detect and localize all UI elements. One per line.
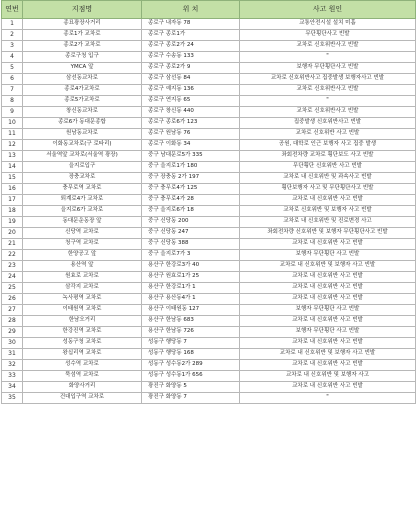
cell-location: 중구 남대문로5가 335 (142, 151, 240, 162)
cell-cause: 교차로 내 신호위반 사고 빈발 (240, 360, 416, 371)
cell-location: 용산구 한남동 726 (142, 327, 240, 338)
cell-number: 24 (2, 272, 23, 283)
table-row (2, 283, 416, 294)
cell-location: 성동구 성수동1가 656 (142, 371, 240, 382)
cell-number: 22 (2, 250, 23, 261)
table-row (2, 305, 416, 316)
cell-location: 용산구 이태원동 127 (142, 305, 240, 316)
cell-place: 이화동교차로(구 로타리) (23, 140, 142, 151)
cell-cause: 교차로 신호위반 사고 빈발 (240, 129, 416, 140)
cell-number: 1 (2, 19, 23, 30)
cell-number: 5 (2, 63, 23, 74)
table-row (2, 195, 416, 206)
cell-location: 종로구 예지동 136 (142, 85, 240, 96)
table-row (2, 206, 416, 217)
table-row (2, 19, 416, 30)
cell-number: 20 (2, 228, 23, 239)
table-row (2, 162, 416, 173)
table-row (2, 382, 416, 393)
cell-number: 27 (2, 305, 23, 316)
cell-location: 종로구 종로6가 123 (142, 118, 240, 129)
header-location: 위 치 (142, 1, 240, 19)
cell-cause: 보행자 무단횡단 사고 빈발 (240, 305, 416, 316)
cell-place: 성동구청 교차로 (23, 338, 142, 349)
cell-place: 을지로6가 교차로 (23, 206, 142, 217)
cell-number: 2 (2, 30, 23, 41)
cell-location: 종로구 연지동 65 (142, 96, 240, 107)
cell-number: 31 (2, 349, 23, 360)
cell-number: 29 (2, 327, 23, 338)
table-row (2, 107, 416, 118)
cell-location: 용산구 한강로3가 40 (142, 261, 240, 272)
cell-location: 중구 신당동 388 (142, 239, 240, 250)
cell-location: 성동구 행당동 168 (142, 349, 240, 360)
cell-number: 33 (2, 371, 23, 382)
table-row (2, 217, 416, 228)
table-row (2, 250, 416, 261)
table-row (2, 151, 416, 162)
cell-number: 26 (2, 294, 23, 305)
cell-cause: 보행자 무단횡단 사고 빈발 (240, 327, 416, 338)
header-cause: 사고 원인 (240, 1, 416, 19)
cell-place: 한강진역 교차로 (23, 327, 142, 338)
cell-number: 23 (2, 261, 23, 272)
cell-place: 종로1가 교차로 (23, 30, 142, 41)
table-body (2, 19, 416, 404)
table-row (2, 338, 416, 349)
cell-location: 용산구 한남동 683 (142, 316, 240, 327)
cell-place: 종묘광장사거리 (23, 19, 142, 30)
table-row (2, 327, 416, 338)
cell-cause: 교차로 내 신호위반 사고 빈발 (240, 294, 416, 305)
table-row (2, 239, 416, 250)
cell-cause: " (240, 393, 416, 404)
cell-location: 용산구 원효로1가 25 (142, 272, 240, 283)
cell-location: 성동구 행당동 7 (142, 338, 240, 349)
cell-place: 삼각지 교차로 (23, 283, 142, 294)
cell-location: 중구 충무로4가 28 (142, 195, 240, 206)
table-row (2, 228, 416, 239)
table-row (2, 74, 416, 85)
cell-location: 종로구 종로2가 9 (142, 63, 240, 74)
cell-number: 34 (2, 382, 23, 393)
cell-cause: 교차로 내 신호위반 및 과속사고 빈발 (240, 173, 416, 184)
cell-location: 종로구 내자동 78 (142, 19, 240, 30)
cell-cause: 무단횡단 신호위반 사고 빈발 (240, 162, 416, 173)
cell-cause: 교차로 내 신호위반 사고 빈발 (240, 272, 416, 283)
cell-location: 종로구 종로2가 24 (142, 41, 240, 52)
cell-cause: 교차로 내 신호위반 및 진로변경 사고 (240, 217, 416, 228)
cell-cause: 교차로 신호위반사고 빈발 (240, 85, 416, 96)
cell-cause: 좌회전차량 신호위반 및 보행자 무단횡단사고 빈발 (240, 228, 416, 239)
cell-place: 퇴계로4가 교차로 (23, 195, 142, 206)
cell-location: 광진구 화양동 5 (142, 382, 240, 393)
cell-number: 12 (2, 140, 23, 151)
cell-cause: 교차로 내 신호위반 및 보행자 사고 빈발 (240, 261, 416, 272)
cell-location: 중구 을지로6가 18 (142, 206, 240, 217)
cell-place: 종로4가교차로 (23, 85, 142, 96)
cell-place: 원효로 교차로 (23, 272, 142, 283)
cell-place: 을지로입구 (23, 162, 142, 173)
cell-number: 14 (2, 162, 23, 173)
table-row (2, 173, 416, 184)
cell-number: 28 (2, 316, 23, 327)
table-row (2, 85, 416, 96)
cell-place: 신당역 교차로 (23, 228, 142, 239)
cell-location: 종로구 원남동 76 (142, 129, 240, 140)
cell-place: 종로2가 교차로 (23, 41, 142, 52)
table-row (2, 349, 416, 360)
header-place: 지점명 (23, 1, 142, 19)
cell-place: 서울역앞 교차로(서울역 광장) (23, 151, 142, 162)
cell-location: 용산구 용산동4가 1 (142, 294, 240, 305)
cell-number: 21 (2, 239, 23, 250)
cell-place: 녹사평역 교차로 (23, 294, 142, 305)
cell-place: 동대문운동장 앞 (23, 217, 142, 228)
cell-number: 11 (2, 129, 23, 140)
table-row (2, 261, 416, 272)
cell-location: 종로구 이화동 34 (142, 140, 240, 151)
cell-location: 성동구 성수동2가 289 (142, 360, 240, 371)
table-header-row (2, 1, 416, 19)
cell-cause: 보행자 무단횡단사고 빈발 (240, 63, 416, 74)
cell-number: 15 (2, 173, 23, 184)
table-row (2, 96, 416, 107)
table-row (2, 63, 416, 74)
cell-location: 종로구 수송동 133 (142, 52, 240, 63)
cell-place: 한양공고 앞 (23, 250, 142, 261)
cell-cause: 교차로 내 신호위반 사고 빈발 (240, 338, 416, 349)
cell-place: 삼선동교차로 (23, 74, 142, 85)
cell-location: 중구 을지로1가 180 (142, 162, 240, 173)
cell-cause: 횡단보행자 사고 및 무단횡단사고 빈발 (240, 184, 416, 195)
cell-cause: 교차로 내 신호위반 사고 빈발 (240, 195, 416, 206)
cell-cause: " (240, 96, 416, 107)
cell-location: 광진구 화양동 7 (142, 393, 240, 404)
cell-number: 4 (2, 52, 23, 63)
cell-cause: 교차로 내 신호위반 및 보행자 사고 빈발 (240, 349, 416, 360)
cell-cause: 교차로 신호위반사고 빈발 (240, 107, 416, 118)
cell-number: 16 (2, 184, 23, 195)
cell-cause: 좌회전차량 교차로 횡단보도 사고 빈발 (240, 151, 416, 162)
cell-cause: 교차로 신호위반사고 빈발 (240, 41, 416, 52)
cell-cause: 교차로 내 신호위반 사고 빈발 (240, 316, 416, 327)
cell-cause: 집중발생 신호위반사고 빈발 (240, 118, 416, 129)
cell-number: 7 (2, 85, 23, 96)
cell-location: 중구 신당동 200 (142, 217, 240, 228)
cell-cause: 교차로 내 신호위반 사고 빈발 (240, 283, 416, 294)
header-number: 연번 (2, 1, 23, 19)
cell-cause: 교차로 내 신호위반 사고 빈발 (240, 382, 416, 393)
cell-location: 종로구 삼선동 84 (142, 74, 240, 85)
cell-place: 성수역 교차로 (23, 360, 142, 371)
table-row (2, 294, 416, 305)
cell-cause: 무단횡단사고 빈발 (240, 30, 416, 41)
cell-place: 종로5가교차로 (23, 96, 142, 107)
cell-place: 용산역 앞 (23, 261, 142, 272)
table-row (2, 371, 416, 382)
cell-place: 종로구청 입구 (23, 52, 142, 63)
cell-location: 중구 을지로7가 3 (142, 250, 240, 261)
cell-place: 종로6가 동대문종합 (23, 118, 142, 129)
cell-number: 25 (2, 283, 23, 294)
cell-number: 9 (2, 107, 23, 118)
cell-number: 13 (2, 151, 23, 162)
cell-place: 청구역 교차로 (23, 239, 142, 250)
cell-cause: 교차로 내 신호위반 사고 빈발 (240, 239, 416, 250)
cell-cause: 보행자 무단횡단 사고 빈발 (240, 250, 416, 261)
cell-place: 뚝섬역 교차로 (23, 371, 142, 382)
cell-number: 3 (2, 41, 23, 52)
table-row (2, 52, 416, 63)
cell-place: 장충교차로 (23, 173, 142, 184)
cell-place: 건대입구역 교차로 (23, 393, 142, 404)
cell-place: 화양사거리 (23, 382, 142, 393)
cell-number: 32 (2, 360, 23, 371)
cell-place: 충무로역 교차로 (23, 184, 142, 195)
cell-number: 10 (2, 118, 23, 129)
cell-number: 19 (2, 217, 23, 228)
table-row (2, 118, 416, 129)
cell-place: 원남동교차로 (23, 129, 142, 140)
table-row (2, 30, 416, 41)
cell-location: 용산구 한강로1가 1 (142, 283, 240, 294)
cell-cause: " (240, 52, 416, 63)
cell-place: 한남오거리 (23, 316, 142, 327)
table-row (2, 360, 416, 371)
cell-cause: 교차로 신호위반사고 집중발생 보행자사고 빈발 (240, 74, 416, 85)
cell-cause: 교통안전시설 설치 미흡 (240, 19, 416, 30)
cell-number: 35 (2, 393, 23, 404)
cell-place: 이태원역 교차로 (23, 305, 142, 316)
cell-location: 중구 장충동 2가 197 (142, 173, 240, 184)
table-row (2, 184, 416, 195)
table-row (2, 393, 416, 404)
table-row (2, 129, 416, 140)
cell-place: 창신동교차로 (23, 107, 142, 118)
cell-location: 중구 신당동 247 (142, 228, 240, 239)
cell-location: 종로구 창신동 440 (142, 107, 240, 118)
cell-cause: 공원, 대학로 인근 보행자 사고 집중 발생 (240, 140, 416, 151)
cell-cause: 교차로 신호위반 및 보행자 사고 빈발 (240, 206, 416, 217)
table-row (2, 140, 416, 151)
cell-number: 30 (2, 338, 23, 349)
cell-cause: 교차로 내 신호위반 및 보행자 사고 (240, 371, 416, 382)
table-row (2, 41, 416, 52)
cell-number: 8 (2, 96, 23, 107)
cell-place: YMCA 앞 (23, 63, 142, 74)
accident-hotspot-table (1, 0, 416, 404)
table-row (2, 272, 416, 283)
table-row (2, 316, 416, 327)
cell-number: 6 (2, 74, 23, 85)
cell-number: 18 (2, 206, 23, 217)
cell-location: 중구 충무로4가 125 (142, 184, 240, 195)
cell-place: 왕십리역 교차로 (23, 349, 142, 360)
cell-number: 17 (2, 195, 23, 206)
cell-location: 종로구 종로1가 (142, 30, 240, 41)
